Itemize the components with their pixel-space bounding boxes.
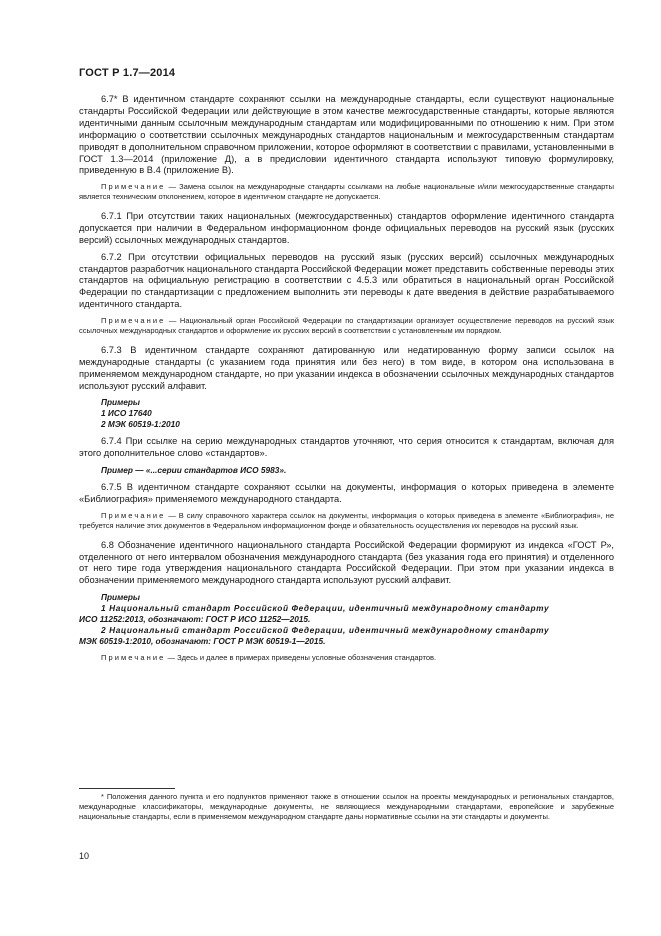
note-2 <box>79 316 614 336</box>
note-text: — В силу справочного характера ссылок на документы, информация о которых приведена в элементе «Библиография», не требуется наличие этих документов в Федеральном информационном фонде и обязательность осуществления их переводов на русский язык. <box>79 511 614 530</box>
footnote-divider <box>79 788 175 789</box>
note-label: Примечание <box>101 653 166 663</box>
page-header-title: ГОСТ Р 1.7—2014 <box>79 67 176 79</box>
page-body <box>79 94 614 669</box>
example-line: 1 ИСО 17640 <box>101 408 152 419</box>
note-label: Примечание <box>101 182 166 192</box>
footnote: * Положения данного пункта и его подпунктов применяют также в отношении ссылок на проекты международных и региональных стандартов, международные классификаторы, международные документы, не являющиеся международными стандартами, европейские и зарубежные национальные стандарты, если в применяемом международном стандарте даны нормативные ссылки на эти стандарты и документы. <box>79 792 614 821</box>
note-text: — Здесь и далее в примерах приведены условные обозначения стандартов. <box>165 653 437 663</box>
note-4 <box>79 653 614 663</box>
example-line: 2 МЭК 60519-1:2010 <box>101 419 180 430</box>
page-number: 10 <box>79 851 90 861</box>
paragraph-6-8: 6.8 Обозначение идентичного национального стандарта Российской Федерации формируют из индекса «ГОСТ Р», отделенного от него интервалом обозначения международного стандарта (без указания года его принятия) и отделенного от него тире года утверждения национального стандарта Российской Федерации. При этом при указании индекса в обозначении применяемого международного стандарта используют русский алфавит. <box>79 539 614 586</box>
paragraph-6-7: 6.7* В идентичном стандарте сохраняют ссылки на международные стандарты, если существуют национальные стандарты Российской Федерации или действующие в этом качестве межгосударственные стандарты, которые являются идентичными данным ссылочным международным стандартам или модифицированными по отношению к ним. При этом информацию о соответствии ссылочных международных стандартов национальным и межгосударственным стандартам приводят в дополнительном справочном приложении, которое оформляют в соответствии с правилами, установленными в ГОСТ 1.3—2014 (приложение Д), а в предисловии идентичного стандарта используют типовую формулировку, приведенную в В.4 (приложение В). <box>79 94 614 176</box>
note-text: — Национальный орган Российской Федерации по стандартизации организует осуществление переводов на русский язык ссылочных международных стандартов и оформление их русских версий в соответствии с установленным им порядком. <box>79 316 614 335</box>
example-line: 2 Национальный стандарт Российской Федерации, идентичный международному стандарту <box>101 625 550 636</box>
paragraph-6-7-4: 6.7.4 При ссылке на серию международных стандартов уточняют, что серия относится к стандартам, включая для этого дополнительное слово «стандартов». <box>79 436 614 459</box>
note-label: Примечание <box>101 316 166 326</box>
note-3 <box>79 511 614 531</box>
paragraph-6-7-3: 6.7.3 В идентичном стандарте сохраняют датированную или недатированную форму записи ссылок на международные стандарты (с указанием года принятия или без него) в том виде, в котором она использована в применяемом международном стандарте, но при указании индекса в обозначении ссылочных международных стандартов используют русский алфавит. <box>79 344 614 391</box>
note-label: Примечание <box>101 511 166 521</box>
note-1 <box>79 182 614 202</box>
example-line: МЭК 60519-1:2010, обозначают: ГОСТ Р МЭК 60519-1—2015. <box>79 636 326 647</box>
example-line: Пример — «...серии стандартов ИСО 5983». <box>101 465 287 476</box>
paragraph-6-7-1: 6.7.1 При отсутствии таких национальных (межгосударственных) стандартов оформление идентичного стандарта допускается при наличии в Федеральном информационном фонде официальных переводов на русский язык (русских версий) ссылочных международных стандартов. <box>79 210 614 245</box>
example-line: ИСО 11252:2013, обозначают: ГОСТ Р ИСО 11252—2015. <box>79 614 311 625</box>
examples-heading: Примеры <box>101 397 141 408</box>
paragraph-6-7-2: 6.7.2 При отсутствии официальных переводов на русский язык (русских версий) ссылочных международных стандартов разработчик национального стандарта Российской Федерации может представить собственные переводы этих стандартов на официальную регистрацию в соответствии с 4.5.3 или обратиться в национальный орган Российской Федерации по стандартизации с предложением выполнить эти переводы к дате введения в действие разрабатываемого идентичного стандарта. <box>79 251 614 310</box>
paragraph-6-7-5: 6.7.5 В идентичном стандарте сохраняют ссылки на документы, информация о которых приведена в элементе «Библиография» применяемого международного стандарта. <box>79 482 614 505</box>
note-text: — Замена ссылок на международные стандарты ссылками на любые национальные и/или межгосударственные стандарты является техническим отклонением, которое в идентичном стандарте не допускается. <box>79 182 614 202</box>
example-line: 1 Национальный стандарт Российской Федерации, идентичный международному стандарту <box>101 603 550 614</box>
examples-heading: Примеры <box>101 592 141 603</box>
